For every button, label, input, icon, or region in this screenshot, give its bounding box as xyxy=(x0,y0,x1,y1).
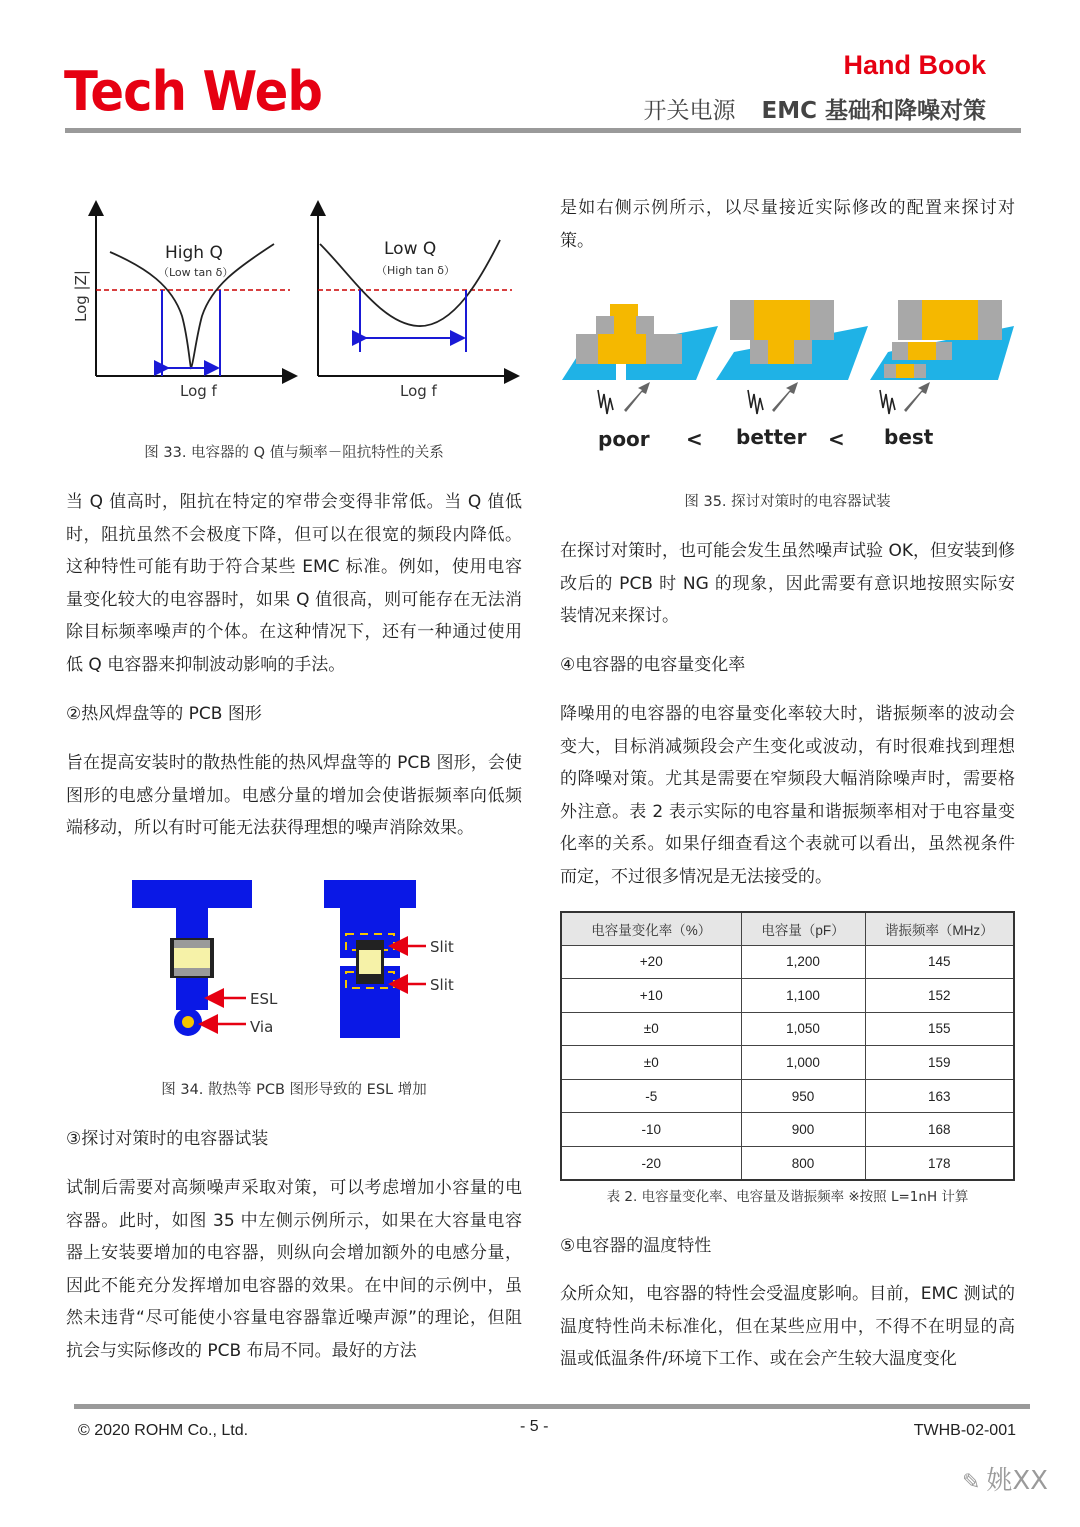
best-noise-wave xyxy=(880,390,895,414)
table-row xyxy=(561,1113,1014,1147)
table-row xyxy=(561,945,1014,979)
table-cell: 152 xyxy=(865,979,1014,1013)
via-label: Via xyxy=(250,1018,274,1036)
table-cell: ±0 xyxy=(561,1012,741,1046)
table-cell: ±0 xyxy=(561,1046,741,1080)
table-row xyxy=(561,1046,1014,1080)
best-mid-cap-left xyxy=(892,342,908,360)
copyright: © 2020 ROHM Co., Ltd. xyxy=(78,1422,249,1439)
low-q-label: Low Q xyxy=(384,239,437,259)
best-label: best xyxy=(884,425,934,449)
table-cell: -20 xyxy=(561,1147,741,1181)
table-cell: 950 xyxy=(741,1079,865,1113)
better-small-cap-right xyxy=(794,340,812,364)
poor-noise-wave xyxy=(598,390,613,414)
right-paragraph-1: 在探讨对策时，也可能会发生虽然噪声试验 OK，但安装到修改后的 PCB 时 NG 的现象，因此需要有意识地按照实际安装情况来探讨。 xyxy=(560,541,1015,627)
slit-label-1: Slit xyxy=(430,938,454,956)
right-x-label: Log f xyxy=(400,382,437,400)
document-id: TWHB-02-001 xyxy=(913,1422,1016,1439)
table-cell: -5 xyxy=(561,1079,741,1113)
left-paragraph-3: 试制后需要对高频噪声采取对策，可以考虑增加小容量的电容器。此时，如图 35 中左侧示例所示，如果在大容量电容器上安装要增加的电容器，则纵向会增加额外的电感分量，因此不能充分发挥增加电容器的效果。在中间的示例中，虽然未违背“尽可能使小容量电容器靠近噪声源”的理论，但阻抗会与实际修改的 PCB 布局不同。最好的方法 xyxy=(66,1178,522,1361)
better-large-cap-left xyxy=(730,300,754,340)
better-noise-wave xyxy=(748,390,763,414)
left-top-pad xyxy=(132,880,252,908)
right-paragraph-0: 是如右侧示例所示，以尽量接近实际修改的配置来探讨对策。 xyxy=(560,198,1015,251)
figure-33-caption: 图 33. 电容器的 Q 值与频率－阻抗特性的关系 xyxy=(144,445,444,461)
y-axis-label: Log |Z| xyxy=(72,270,90,322)
table-row xyxy=(561,1012,1014,1046)
table-cell: -10 xyxy=(561,1113,741,1147)
poor-small-cap-left xyxy=(596,316,614,334)
better-label: better xyxy=(736,425,807,449)
table-row xyxy=(561,979,1014,1013)
better-small-cap-mid xyxy=(768,340,794,364)
table-cell: 900 xyxy=(741,1113,865,1147)
col-header-resonance: 谐振频率（MHz） xyxy=(865,912,1014,945)
best-mid-cap-right xyxy=(936,342,952,360)
table-cell: 163 xyxy=(865,1079,1014,1113)
best-large-cap-right xyxy=(978,300,1002,340)
col-header-change-rate: 电容量变化率（%） xyxy=(561,912,741,945)
figure-34-caption: 图 34. 散热等 PCB 图形导致的 ESL 增加 xyxy=(161,1082,427,1098)
esl-label: ESL xyxy=(250,990,278,1008)
poor-pad-gap xyxy=(616,362,626,380)
right-top-pad xyxy=(324,880,416,908)
best-mid-cap-mid xyxy=(908,342,936,360)
figure-35-caption: 图 35. 探讨对策时的电容器试装 xyxy=(684,494,891,510)
right-paragraph-3: 众所众知，电容器的特性会受温度影响。目前，EMC 测试的温度特性尚未标准化，但在某些应用中，不得不在明显的高温或低温条件/环境下工作、或在会产生较大温度变化 xyxy=(560,1284,1015,1370)
table-cell: 1,100 xyxy=(741,979,865,1013)
better-large-cap-mid xyxy=(754,300,810,340)
figure-33 xyxy=(62,196,532,410)
footer-rule xyxy=(74,1404,1030,1409)
table-cell: 155 xyxy=(865,1012,1014,1046)
best-arrow xyxy=(904,382,930,412)
poor-large-cap-right xyxy=(646,334,682,364)
table-cell: 1,050 xyxy=(741,1012,865,1046)
table-cell: 159 xyxy=(865,1046,1014,1080)
poor-small-cap-right xyxy=(636,316,654,334)
table-cell: 178 xyxy=(865,1147,1014,1181)
via-hole xyxy=(182,1016,194,1028)
table-row xyxy=(561,1147,1014,1181)
best-small-cap-left xyxy=(884,364,896,378)
figure-34 xyxy=(128,876,468,1044)
table-cell: 1,000 xyxy=(741,1046,865,1080)
best-large-cap-mid xyxy=(922,300,978,340)
right-capacitor-gap-2 xyxy=(384,958,400,966)
handbook-subtitle xyxy=(644,92,987,125)
subtitle-topic: 开关电源 xyxy=(643,98,736,124)
slit-label-2: Slit xyxy=(430,976,454,994)
high-q-label: High Q xyxy=(165,243,223,263)
table-cell: 800 xyxy=(741,1147,865,1181)
low-q-sub: （High tan δ） xyxy=(376,264,456,277)
table-cell: +10 xyxy=(561,979,741,1013)
header-rule xyxy=(65,128,1021,133)
heading-trial-mount: ③探讨对策时的电容器试装 xyxy=(66,1129,269,1149)
poor-small-cap-mid xyxy=(614,316,636,334)
left-capacitor-term-top xyxy=(174,940,210,948)
poor-large-cap-mid xyxy=(598,334,646,364)
table-2-caption: 表 2. 电容量变化率、电容量及谐振频率 ※按照 L=1nH 计算 xyxy=(606,1189,969,1205)
table-cell: 168 xyxy=(865,1113,1014,1147)
table-row xyxy=(561,1079,1014,1113)
tech-web-logo: Tech Web xyxy=(64,60,323,123)
left-capacitor-term-bottom xyxy=(174,968,210,976)
best-small-cap-mid xyxy=(896,364,914,378)
col-header-capacitance: 电容量（pF） xyxy=(741,912,865,945)
capacitance-table xyxy=(560,911,1015,1181)
better-large-cap-right xyxy=(810,300,834,340)
heading-temperature: ⑤电容器的温度特性 xyxy=(560,1236,712,1256)
best-large-cap-left xyxy=(898,300,922,340)
watermark xyxy=(962,1460,1048,1497)
page-number: - 5 - xyxy=(520,1418,549,1435)
heading-thermal-pcb: ②热风焊盘等的 PCB 图形 xyxy=(66,704,262,724)
less-than-2: < xyxy=(828,427,845,451)
poor-top-cap xyxy=(610,304,638,316)
table-cell: 145 xyxy=(865,945,1014,979)
right-paragraph-2: 降噪用的电容器的电容量变化率较大时，谐振频率的波动会变大，目标消减频段会产生变化或波动，有时很难找到理想的降噪对策。尤其是需要在窄频段大幅消除噪声时，需要格外注意。表 2 表示实际的电容量和谐振频率相对于电容量变化率的关系。如果仔细查看这个表就可以看出，虽然视条件而定，不过很多情况是无法接受的。 xyxy=(560,704,1015,887)
watermark-text: 姚XX xyxy=(986,1466,1048,1496)
table-cell: +20 xyxy=(561,945,741,979)
table-cell: 1,200 xyxy=(741,945,865,979)
subtitle-emc: EMC 基础和降噪对策 xyxy=(761,98,986,124)
high-q-sub: （Low tan δ） xyxy=(158,266,234,279)
figure-35 xyxy=(558,290,1014,460)
best-small-cap-right xyxy=(914,364,926,378)
left-x-label: Log f xyxy=(180,382,217,400)
right-capacitor-gap xyxy=(340,958,356,966)
better-arrow xyxy=(772,382,798,412)
left-capacitor-center xyxy=(174,948,210,968)
better-small-cap-left xyxy=(750,340,768,364)
table-header-row xyxy=(561,912,1014,945)
left-paragraph-2: 旨在提高安装时的散热性能的热风焊盘等的 PCB 图形，会使图形的电感分量增加。电感分量的增加会使谐振频率向低频端移动，所以有时可能无法获得理想的噪声消除效果。 xyxy=(66,753,522,839)
poor-arrow xyxy=(624,382,650,412)
less-than-1: < xyxy=(686,427,703,451)
left-paragraph-1: 当 Q 值高时，阻抗在特定的窄带会变得非常低。当 Q 值低时，阻抗虽然不会极度下降，但可以在很宽的频段内降低。这种特性可能有助于符合某些 EMC 标准。例如，使用电容量变化较大的电容器时，如果 Q 值很高，则可能存在无法消除目标频率噪声的个体。在这种情况下，还有一种通过使用低 Q 电容器来抑制波动影响的手法。 xyxy=(66,492,522,675)
handbook-title: Hand Book xyxy=(843,50,986,80)
right-capacitor-center xyxy=(359,950,381,974)
wechat-icon: ✎ xyxy=(961,1470,981,1495)
poor-label: poor xyxy=(598,427,650,451)
heading-capacitance-change: ④电容器的电容量变化率 xyxy=(560,655,746,675)
